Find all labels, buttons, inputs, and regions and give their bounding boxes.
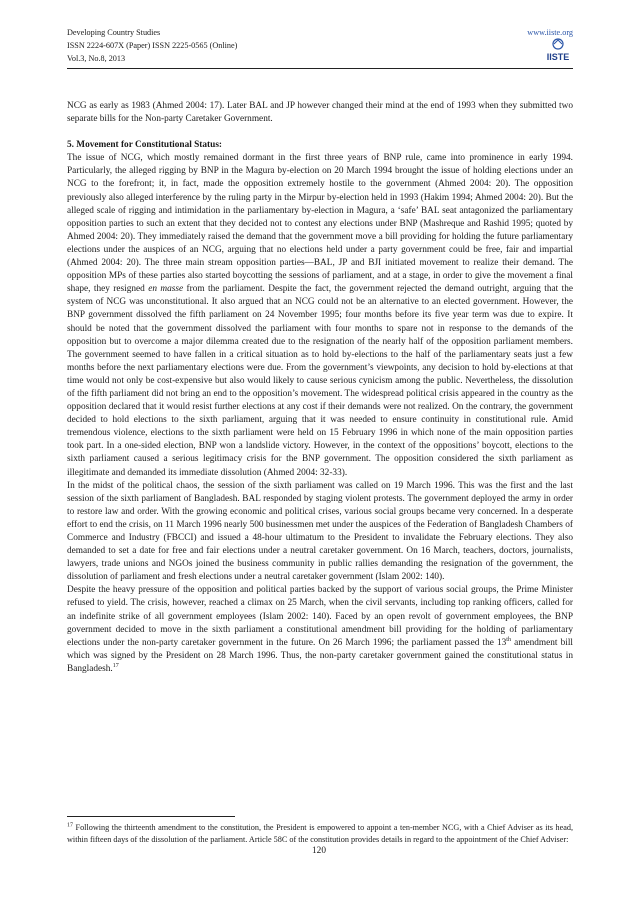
footnote-rule — [67, 816, 235, 817]
header-rule — [67, 68, 573, 69]
website-link[interactable]: www.iiste.org — [527, 28, 573, 37]
footnote-ref[interactable]: 17 — [112, 662, 119, 669]
journal-name: Developing Country Studies — [67, 28, 161, 37]
footnote-text: Following the thirteenth amendment to the constitution, the President is empowered to appoint a ten-member NCG, with a Chief Adviser as its head, within fifteen days of the dissolution of the parliament. Article 58C of the constitution provides details in regard to the appointment of the Chief Adviser: — [67, 823, 573, 844]
page-number: 120 — [312, 846, 326, 856]
article-body — [67, 100, 573, 676]
svg-text:IISTE: IISTE — [546, 52, 570, 62]
paragraph-3: Despite the heavy pressure of the opposition and political parties backed by the support of various social groups, the Prime Minister refused to yield. The crisis, however, reached a climax on 25 March, when the civil servants, including top ranking officers, called for an indefinite strike of all government employees (Islam 2002: 140). Faced by an open revolt of government employees, the BNP government decided to move in the sixth parliament a constitutional amendment bill providing for the holding of parliamentary elections under the non-party caretaker government in the future. On 26 March 1996; the parliament passed the 13th amendment bill which was signed by the President on 28 March 1996. Thus, the non-party caretaker government gained the constitutional status in Bangladesh.$^{17}$ — [67, 585, 573, 674]
intro-paragraph: NCG as early as 1983 (Ahmed 2004: 17). Later BAL and JP however changed their mind at the end of 1993 when they submitted two separate bills for the Non-party Caretaker Government. — [67, 101, 573, 125]
footnote-number: 17 — [67, 822, 73, 829]
paragraph-1: The issue of NCG, which mostly remained dormant in the first three years of BNP rule, came into prominence in early 1994. Particularly, the alleged rigging by BNP in the Magura by-election on 20 March 1994 brought the issue of holding elections under an NCG to the forefront; it, in fact, made the opposition extremely hostile to the government (Ahmed 2004: 20). The opposition previously also alleged interference by the ruling party in the Mirpur by-election held in 1993 (Hakim 1994; Ahmed 2004: 20). But the alleged scale of rigging and intimidation in the parliamentary by-election in Magura, a ‘safe’ BAL seat antagonized the parliamentary opposition parties to such an extent that they decided not to contest any elections under BNP (Mashreque and Rashid 1995; quoted by Ahmed 2004: 20). They immediately raised the demand that the government move a bill providing for holding the future parliamentary elections under the auspices of an NCG, arguing that no elections held under a party government could be free, fair and impartial (Ahmed 2004: 20). The three main stream opposition parties—BAL, JP and BJI initiated movement to realize their demand. The opposition MPs of these parties also started boycotting the sessions of parliament, and at a stage, in order to give the movement a final shape, they resigned en masse from the parliament. Despite the fact, the government rejected the demand outright, arguing that the system of NCG was unconstitutional. It also argued that an NCG could not be an alternative to an elected government. However, the BNP government dissolved the fifth parliament on 24 November 1995; four months before its five year term was due to expire. It should be noted that the government dissolved the parliament with four months to spare not in response to the demands of the opposition but to overcome a major dilemma created due to the resignation of the nearly half of the opposition parliament members. The government seemed to have fallen in a critical situation as to hold by-elections to the half of the parliamentary seats just a few months before the next parliamentary elections were due. From the government’s viewpoints, any decision to hold by-elections at that time would not only be cost-expensive but also would likely to cause serious cynicism among the public. Nevertheless, the dissolution of the fifth parliament did not bring an end to the opposition’s movement. The widespread political crisis appeared in the country as the opposition declared that it would resist further elections at any cost if their demands were not realized. On the contrary, the government decided to hold elections to the sixth parliament, arguing that it was needed to ensure continuity in constitutional rule. Amid tremendous violence, elections to the sixth parliament were held on 15 February 1996 in which none of the main opposition parties took part. In a one-sided election, BNP won a landslide victory. However, in the context of the oppositions’ boycott, elections to the sixth parliament caused a serious legitimacy crisis for the BNP government. The opposition considered the sixth parliament as illegitimate and demanded its immediate dissolution (Ahmed 2004: 32-33). — [67, 153, 573, 478]
iiste-logo — [543, 37, 573, 63]
section-heading: 5. Movement for Constitutional Status: — [67, 140, 223, 151]
paragraph-2: In the midst of the political chaos, the session of the sixth parliament was called on 19 March 1996. This was the first and the last session of the sixth parliament of Bangladesh. BAL responded by staging violent protests. The government deployed the army in order to restore law and order. With the growing economic and political crises, various social groups became very concerned. In a desperate effort to end the crisis, on 11 March 1996 nearly 500 businessmen met under the auspices of the Federation of Bangladesh Chambers of Commerce and Industry (FBCCI) and issued a 48-hour ultimatum to the President to invalidate the February elections. They also demanded to set a date for free and fair elections under a neutral caretaker government. On 16 March, teachers, doctors, journalists, lawyers, trade unions and NGOs joined the business community in public rallies demanding the resignation of the government, the dissolution of parliament and fresh elections under a neutral caretaker government (Islam 2002: 140). — [67, 480, 573, 583]
running-header — [67, 26, 573, 65]
footnote — [67, 822, 573, 845]
issn-line: ISSN 2224-607X (Paper) ISSN 2225-0565 (Online) — [67, 41, 238, 50]
volume-line: Vol.3, No.8, 2013 — [67, 54, 126, 63]
